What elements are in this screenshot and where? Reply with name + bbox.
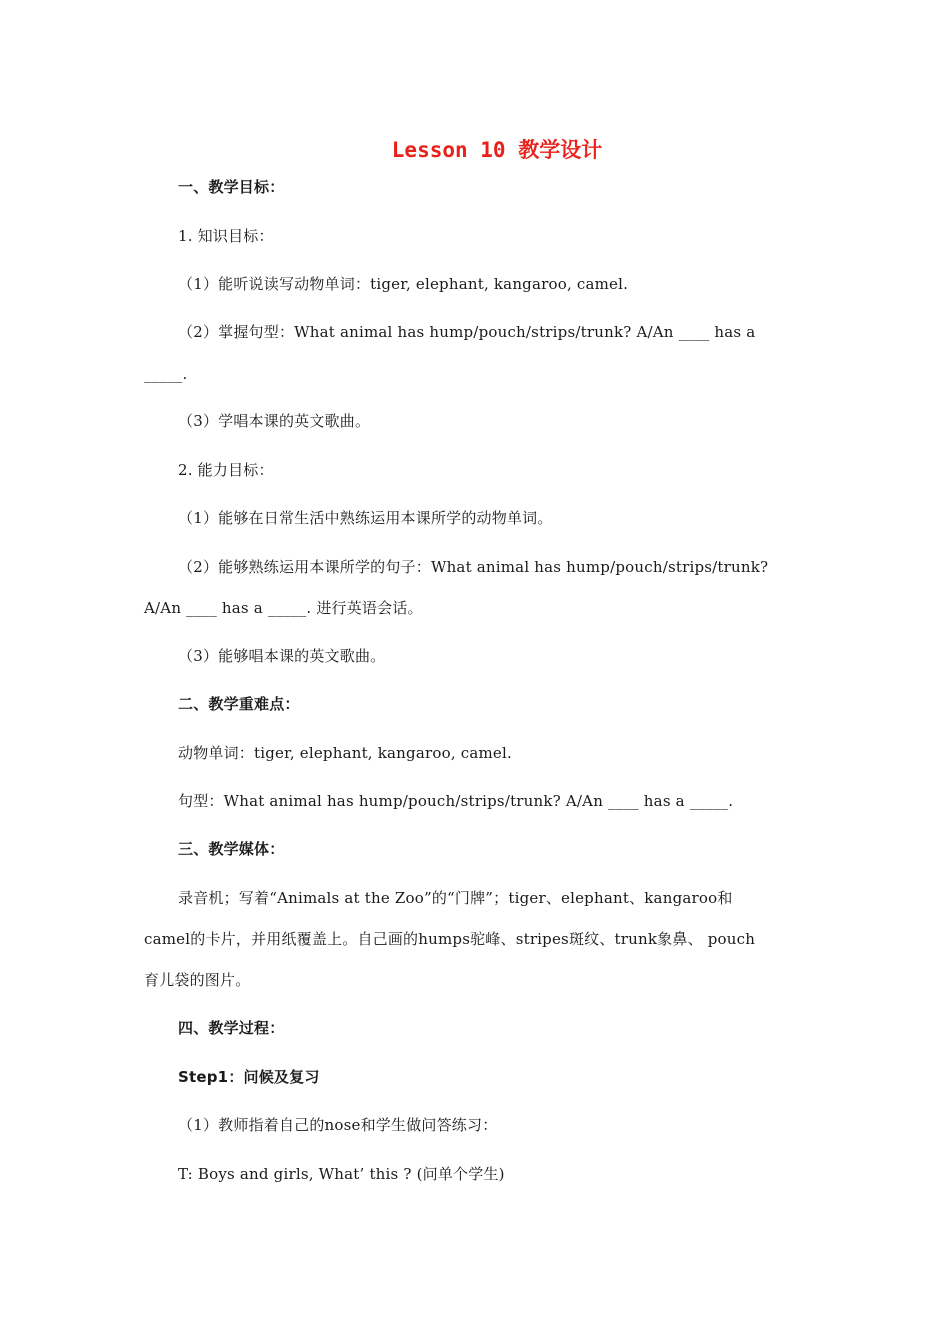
knowledge-goal-label: 1. 知识目标： [178,227,274,245]
section-heading-media: 三、教学媒体： [178,840,285,858]
knowledge-goal-item-1: （1）能听说读写动物单词：tiger, elephant, kangaroo, camel. [178,275,629,293]
knowledge-goal-item-2: （2）掌握句型：What animal has hump/pouch/strips/trunk? A/An ____ has a [178,323,756,341]
step1-item-1: （1）教师指着自己的nose和学生做问答练习： [178,1116,498,1134]
section-heading-objectives: 一、教学目标： [178,178,285,196]
knowledge-goal-item-3: （3）学唱本课的英文歌曲。 [178,412,371,430]
step1-dialogue: T: Boys and girls, What’ this ? (问单个学生) [178,1165,505,1183]
step1-heading: Step1：问候及复习 [178,1068,320,1086]
ability-goal-item-3: （3）能够唱本课的英文歌曲。 [178,647,386,665]
knowledge-goal-item-2-cont: _____. [144,365,188,383]
ability-goal-item-2-cont: A/An ____ has a _____. 进行英语会话。 [144,599,423,617]
section-heading-process: 四、教学过程： [178,1019,285,1037]
ability-goal-item-2: （2）能够熟练运用本课所学的句子：What animal has hump/pouch/strips/trunk? [178,558,769,576]
key-points-words: 动物单词：tiger, elephant, kangaroo, camel. [178,744,512,762]
ability-goal-label: 2. 能力目标： [178,461,274,479]
page-title: Lesson 10 教学设计 [391,138,603,162]
section-heading-key-points: 二、教学重难点： [178,695,300,713]
media-line-3: 育儿袋的图片。 [144,971,251,989]
media-line-2: camel的卡片，并用纸覆盖上。自己画的humps驼峰、stripes斑纹、trunk象鼻、 pouch [144,930,756,948]
media-line-1: 录音机；写着“Animals at the Zoo”的“门牌”；tiger、elephant、kangaroo和 [178,889,733,907]
key-points-sentence: 句型：What animal has hump/pouch/strips/trunk? A/An ____ has a _____. [178,792,734,810]
ability-goal-item-1: （1）能够在日常生活中熟练运用本课所学的动物单词。 [178,509,553,527]
